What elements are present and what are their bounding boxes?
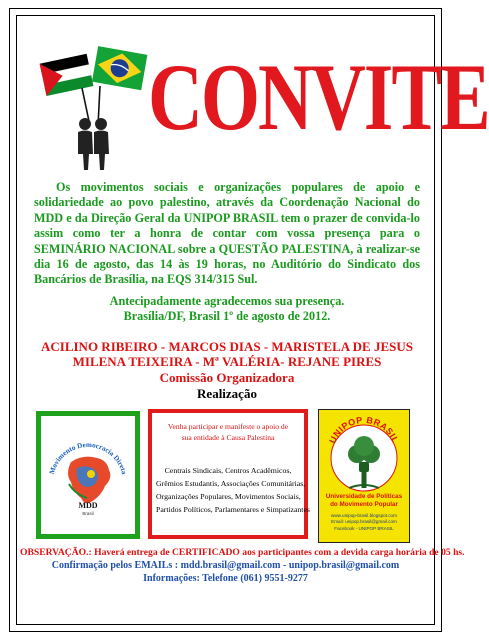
mdd-logo [36,411,140,539]
observation-line [20,546,465,559]
unipop-blog: www.unipop-brasil.blogspot.com [331,513,397,518]
unipop-logo [318,409,410,543]
mdd-arc-text: Movimento Democracia Direta [47,440,129,476]
unipop-email: Email: unipop.brasil@gmail.com [331,519,397,525]
footer [20,546,465,585]
flags-children-icon [38,42,150,172]
organizer-names-line: MILENA TEIXEIRA - Mª VALÉRIA- REJANE PIRES [72,353,382,369]
support-intro [156,421,300,443]
observation-label: OBSERVAÇÃO.: [20,547,92,558]
unipop-contacts [321,513,407,532]
commission-label: Comissão Organizadora [159,370,295,385]
date-line: Brasília/DF, Brasil 1º de agosto de 2012. [123,309,331,324]
support-list-line: Organizações Populares, Movimentos Sociais, [156,492,301,501]
unipop-subtitle-line: Universidade de Políticas [325,493,403,500]
observation-text: Haverá entrega de CERTIFICADO aos participantes com a devida carga horária de 05 hs. [91,547,465,558]
invitation-paragraph: Os movimentos sociais e organizações populares de apoio e solidariedade ao povo palestino, através da Coordenação Nacional do MDD e da Direção Geral da UNIPOP BRASIL tem o prazer de convida-lo assim como ter a honra de contar com vossa presença para o SEMINÁRIO NACIONAL sobre a QUESTÃO PALESTINA, à realizar-se dia 16 de agosto, das 14 às 19 horas, no Auditório do Sindicato dos Bancários de Brasília, na EQS 314/315 Sul. [34,180,420,287]
realizacao-label: Realização [197,386,257,401]
unipop-subtitle [321,493,407,508]
thanks-block [34,294,420,325]
page-title: CONVITE [148,45,489,150]
confirmation-line: Confirmação pelos EMAILs : mdd.brasil@gmail.com - unipop.brasil@gmail.com [51,560,400,571]
mdd-abbr: MDD [78,501,98,510]
support-intro-line: Venha participar e manifeste o apoio de [167,422,289,431]
unipop-facebook: Facebook - UNIPOP BRASIL [334,525,394,531]
support-box [148,409,308,539]
information-line: Informações: Telefone (061) 9551-9277 [143,573,308,584]
unipop-subtitle-line: do Movimento Popular [330,500,398,508]
support-list [156,464,310,516]
support-list-line: Grêmios Estudantis, Associações Comunitárias, [156,479,306,488]
unipop-title: UNIPOP BRASIL [327,414,401,445]
support-list-line: Partidos Políticos, Parlamentares e Simpatizantes [156,505,310,514]
support-intro-line: sua entidade à Causa Palestina [181,433,275,442]
organizer-names [34,340,420,369]
mdd-emblem-icon [41,416,135,534]
organizer-names-line: ACILINO RIBEIRO - MARCOS DIAS - MARISTELA DE JESUS [40,339,413,354]
thanks-line: Antecipadamente agradecemos sua presença. [109,294,345,308]
mdd-country: Brasil [82,511,94,516]
support-list-line: Centrais Sindicais, Centros Acadêmicos, [164,466,292,475]
